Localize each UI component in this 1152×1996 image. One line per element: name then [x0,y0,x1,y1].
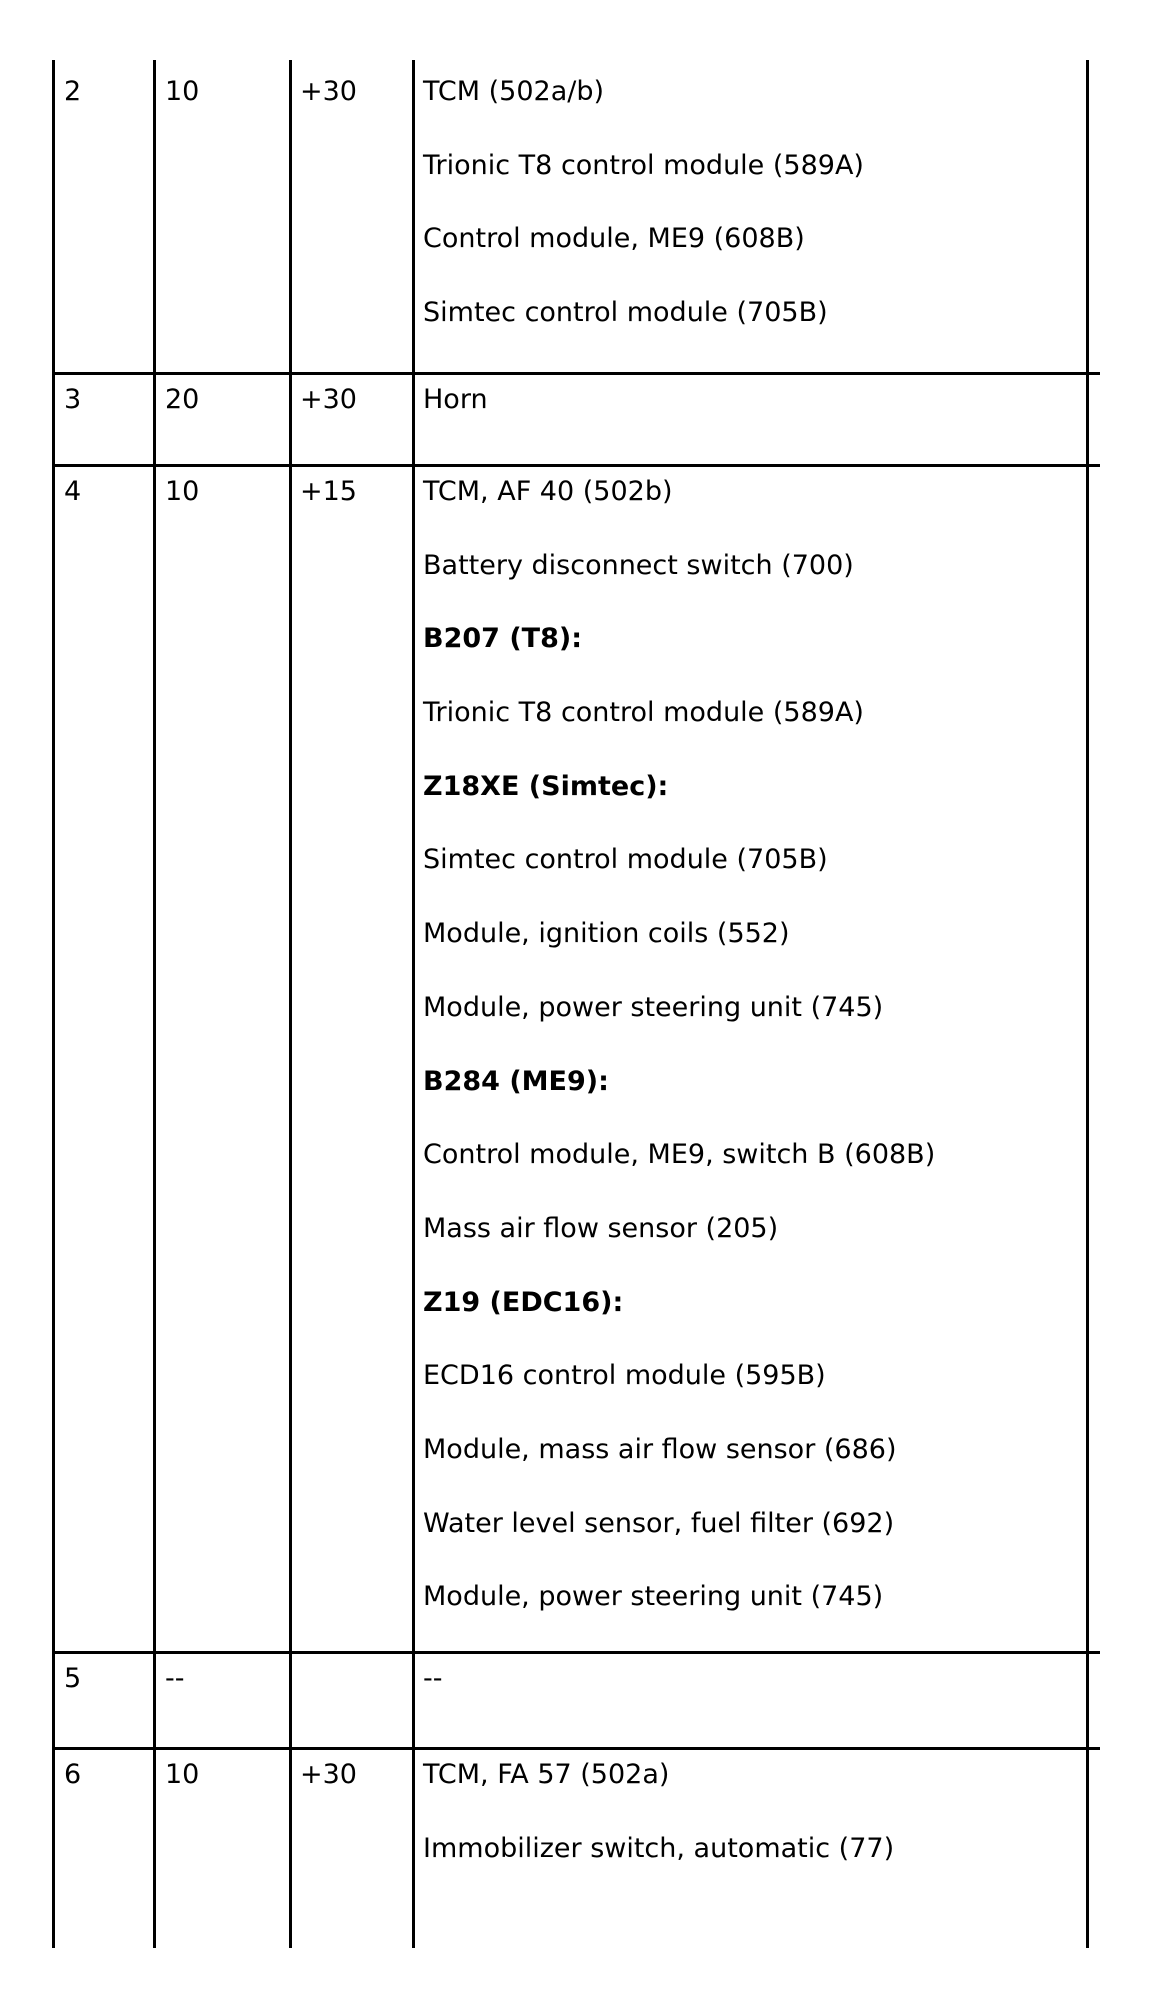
engine-variant-heading: B284 (ME9): [423,1065,609,1097]
amperage-cell: 20 [165,384,200,415]
row-border [52,464,1100,467]
engine-variant-heading: Z18XE (Simtec): [423,770,669,802]
component-item: ECD16 control module (595B) [423,1360,826,1392]
fuse-number-cell: 4 [64,476,82,507]
component-item: Simtec control module (705B) [423,844,828,876]
component-item: Control module, ME9 (608B) [423,223,805,255]
component-item: Module, power steering unit (745) [423,1581,884,1613]
column-border [52,60,55,1948]
components-cell [423,1759,894,1906]
supply-cell: +15 [300,476,357,507]
fuse-number-cell: 2 [64,76,82,107]
component-item: Module, ignition coils (552) [423,918,790,950]
fuse-number-cell: 5 [64,1663,82,1694]
component-item: Horn [423,384,488,415]
component-item: TCM (502a/b) [423,76,605,107]
component-item: TCM, AF 40 (502b) [423,476,673,507]
amperage-cell: 10 [165,476,200,507]
engine-variant-heading: B207 (T8): [423,623,583,655]
row-border [52,1747,1100,1750]
component-item: Immobilizer switch, automatic (77) [423,1832,895,1864]
components-cell [423,1663,443,1737]
component-item: Trionic T8 control module (589A) [423,149,864,181]
component-item: -- [423,1663,443,1694]
column-border [289,60,292,1948]
components-cell [423,476,935,1655]
component-item: Simtec control module (705B) [423,297,828,329]
component-item: Module, mass air flow sensor (686) [423,1433,897,1465]
column-border [153,60,156,1948]
amperage-cell: -- [165,1663,185,1694]
component-item: Water level sensor, fuel filter (692) [423,1507,895,1539]
component-item: TCM, FA 57 (502a) [423,1759,670,1790]
components-cell [423,76,864,371]
component-item: Battery disconnect switch (700) [423,549,854,581]
column-border [1086,60,1089,1948]
component-item: Mass air flow sensor (205) [423,1212,779,1244]
row-border [52,372,1100,375]
column-border [412,60,415,1948]
amperage-cell: 10 [165,76,200,107]
components-cell [423,384,488,458]
amperage-cell: 10 [165,1759,200,1790]
engine-variant-heading: Z19 (EDC16): [423,1286,624,1318]
supply-cell: +30 [300,384,357,415]
fuse-number-cell: 6 [64,1759,82,1790]
supply-cell: +30 [300,1759,357,1790]
component-item: Trionic T8 control module (589A) [423,697,864,729]
supply-cell: +30 [300,76,357,107]
component-item: Control module, ME9, switch B (608B) [423,1139,936,1171]
component-item: Module, power steering unit (745) [423,991,884,1023]
fuse-number-cell: 3 [64,384,82,415]
